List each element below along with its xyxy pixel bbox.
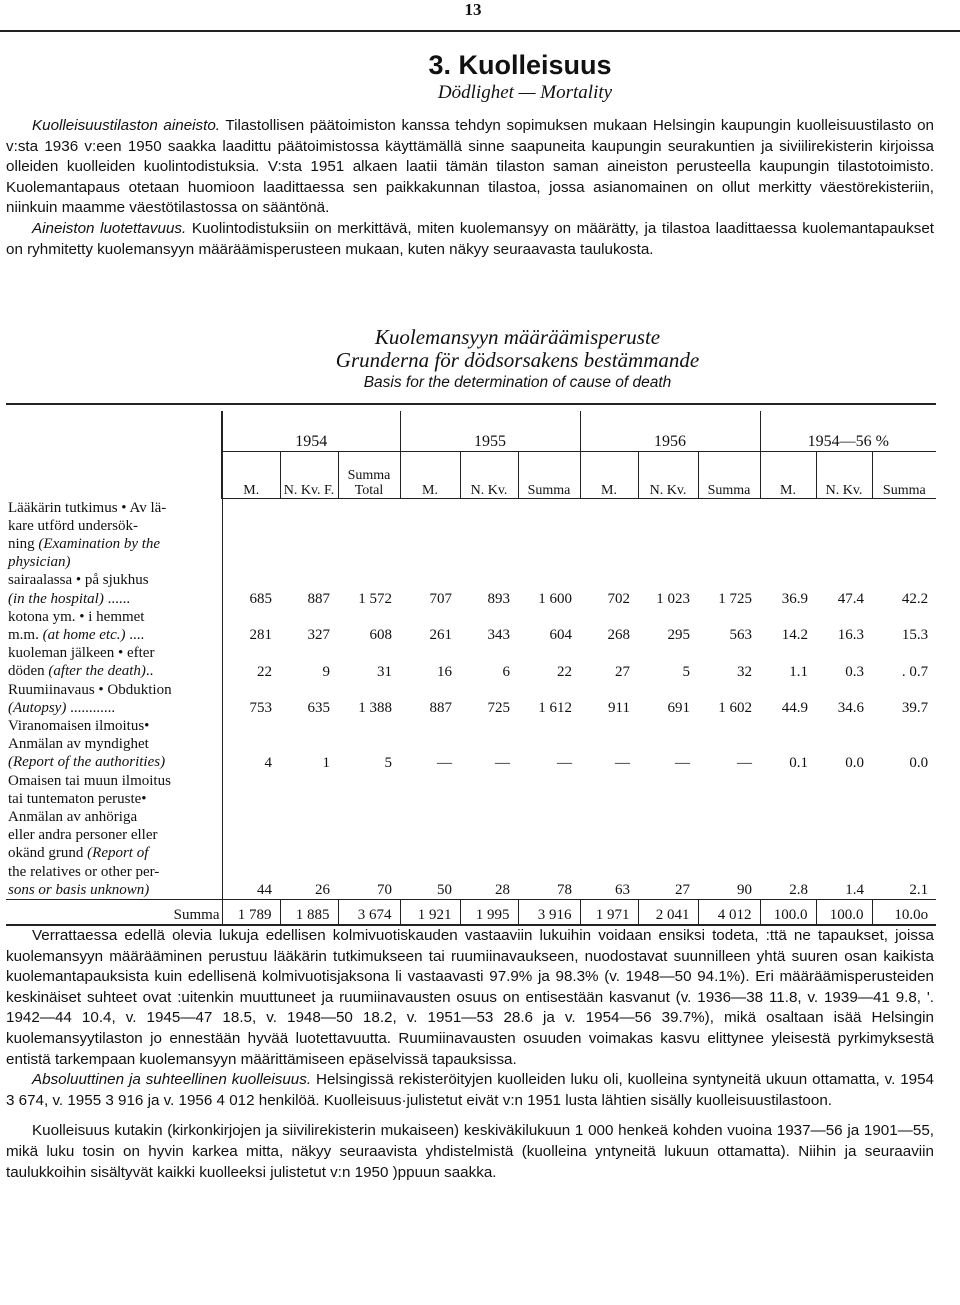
analysis-paragraph-2: [6, 1070, 934, 1111]
table-cell: 893: [487, 590, 510, 607]
table-row: [6, 644, 936, 680]
page-number: 13: [464, 0, 482, 19]
table-cell: —: [557, 754, 572, 771]
table-cell: 1 023: [656, 590, 690, 607]
table-cell: 5: [682, 663, 690, 680]
sum-cell: 1 921: [400, 899, 460, 925]
table-cell: 281: [249, 627, 272, 644]
row-label: [6, 644, 222, 680]
table-cell: 753: [249, 699, 272, 716]
table-title-sv: Grunderna för dödsorsakens bestämmande: [335, 348, 700, 372]
table-cell: —: [495, 754, 510, 771]
analysis-paragraph-3: Kuolleisuus kutakin (kirkonkirjojen ja siivilirekisterin mukaiseen) keskiväkilukuun 1 000 henkeä kohden vuoina 1937—56 ja 1901—55, mikä luku tosin on hyvin karkea mitta, näkyy seuraavista yhdistelmistä (kuolleina yntyneitä lukuun ottamatta). Niihin ja seuraaviin taulukkoihin sisältyvät kaikki kuolleeksi julistetut v:n 1950 )ppuun saakka.: [6, 1122, 934, 1181]
col-men: M.: [760, 452, 816, 499]
table-cell: 78: [557, 881, 572, 898]
table-cell: 1 725: [718, 590, 752, 607]
table-cell: 685: [249, 590, 272, 607]
table-cell: 343: [487, 627, 510, 644]
col-total: Summa: [698, 452, 760, 499]
table-cell: 1 600: [538, 590, 572, 607]
table-cell: 261: [429, 627, 452, 644]
col-women: N. Kv. F.: [280, 452, 338, 499]
row-label: [6, 772, 222, 900]
row-label-line: ning (Examination by the: [8, 535, 161, 552]
sum-cell: 3 674: [338, 899, 400, 925]
table-cell: 47.4: [837, 590, 864, 607]
row-label-line: physician): [8, 554, 71, 571]
header-rule: [0, 30, 960, 32]
paragraph-body: Kuolintodistuksiin on merkittävä, miten kuolemansyy on määrätty, ja tilastoa laadittaessa kuolemantapaukset on ryhmitetty kuolemansyyn määräämisperusteen mukaan, kuten näkyy seuraavasta taulukosta.: [6, 219, 934, 258]
row-label-line: Viranomaisen ilmoitus•: [8, 717, 150, 734]
table-row: [6, 681, 936, 717]
row-label-line: Anmälan av myndighet: [8, 736, 149, 753]
table-body: [6, 499, 936, 900]
row-label-line: Anmälan av anhöriga: [8, 808, 138, 825]
sum-cell: 1 789: [222, 899, 280, 925]
table-cell: 702: [607, 590, 630, 607]
table-cell: —: [737, 754, 752, 771]
table-cell: 28: [495, 881, 510, 898]
sum-row: [6, 899, 936, 925]
table-cell: 295: [667, 627, 690, 644]
table-cell: 635: [307, 699, 330, 716]
paragraph-lead: Absoluuttinen ja suhteellinen kuolleisuus.: [32, 1071, 312, 1089]
table-cell: 0.3: [845, 663, 864, 680]
row-label-line: m.m. (at home etc.) ....: [8, 626, 145, 643]
stub-header: [6, 452, 222, 499]
table-cell: 1 612: [538, 699, 572, 716]
table-cell: 2.1: [909, 881, 929, 898]
table-cell: 22: [557, 663, 572, 680]
year-header-row: [6, 411, 936, 452]
table-cell: 36.9: [781, 590, 808, 607]
intro-paragraph-2: [6, 219, 934, 260]
stub-header: [6, 411, 222, 452]
table-cell: 604: [549, 627, 572, 644]
row-label-line: (Autopsy) ............: [8, 699, 116, 716]
table-cell: 1 602: [718, 699, 752, 716]
table-cell: 1 388: [358, 699, 392, 716]
table-top-rule: [6, 404, 936, 411]
table-cell: 31: [377, 663, 392, 680]
year-header: 1956: [580, 411, 760, 452]
table-cell: . 0.7: [901, 663, 929, 680]
table-cell: 1.4: [845, 881, 864, 898]
table-cell: 22: [257, 663, 272, 680]
row-label-line: kuoleman jälkeen • efter: [8, 645, 155, 662]
col-women: N. Kv.: [638, 452, 698, 499]
table-cell: 1: [322, 754, 330, 771]
col-women: N. Kv.: [460, 452, 518, 499]
table-row: [6, 608, 936, 644]
table-cell: 50: [437, 881, 452, 898]
table-cell: 4: [264, 754, 272, 771]
row-label-line: Lääkärin tutkimus • Av lä-: [8, 499, 167, 516]
row-label-line: sairaalassa • på sjukhus: [8, 572, 149, 589]
row-label-line: sons or basis unknown): [8, 881, 150, 898]
row-label: [6, 681, 222, 717]
table-cell: 887: [307, 590, 330, 607]
table-cell: 42.2: [901, 590, 929, 607]
chapter-title: 3. Kuolleisuus: [428, 50, 612, 80]
paragraph-lead: Aineiston luotettavuus.: [32, 219, 187, 237]
sum-cell: 1 885: [280, 899, 338, 925]
table-cell: 34.6: [837, 699, 864, 716]
table-row: [6, 717, 936, 772]
col-men: M.: [400, 452, 460, 499]
table-cell: 16.3: [837, 627, 864, 644]
table-cell: 63: [615, 881, 630, 898]
table-cell: 327: [307, 627, 330, 644]
table-title-fi: Kuolemansyyn määräämisperuste: [374, 325, 661, 349]
table-cell: 0.1: [789, 754, 808, 771]
table-cell: 44.9: [781, 699, 808, 716]
analysis-paragraph-1: Verrattaessa edellä olevia lukuja edellisen kolmivuotiskauden vastaaviin lukuihin voidaan ensiksi todeta, :ttä ne tapaukset, joissa kuolemansyyn määrääminen perustuu lääkärin tutkimukseen tai ruumiinavaukseen, nuodostavat suunnilleen yhtä suuren osan kaikista kuolemantapauksista kuin edellisenä kolmivuotisjaksona li vastaavasti 97.9% ja 98.3% (v. 1948—50 94.1%). Eri määräämisperusteiden keskinäiset suhteet ovat :uitenkin muuttuneet ja ruumiinavausten osuus on entisestään kasvanut (v. 1936—38 11.8, v. 1939—41 9.8, '. 1942—44 10.4, v. 1945—47 18.5, v. 1948—50 18.2, v. 1951—53 28.6 ja v. 1954—56 39.7%), mikä osaltaan isää Helsingin kuolemansyytilaston jo ennestään hyvää luotettavuutta. Ruumiinavausten osuuden voimakas kasvu elittynee yleisestä pyrkimyksestä entistä tarkempaan kuolemansyyn määrittämiseen epäselvissä tapauksissa.: [6, 927, 934, 1068]
table-cell: —: [437, 754, 452, 771]
row-label-line: Ruumiinavaus • Obduktion: [8, 681, 172, 698]
table-cell: 268: [607, 627, 630, 644]
analysis-text: [6, 926, 934, 1183]
year-header: 1955: [400, 411, 580, 452]
sum-cell: 100.0: [760, 899, 816, 925]
table-cell: —: [675, 754, 690, 771]
table-row: [6, 499, 936, 608]
table-cell: 26: [315, 881, 330, 898]
row-label-line: kare utförd undersök-: [8, 517, 138, 534]
table-cell: 0.0: [845, 754, 864, 771]
table-cell: 90: [737, 881, 752, 898]
sum-cell: 2 041: [638, 899, 698, 925]
row-label: [6, 717, 222, 772]
intro-paragraph-1: [6, 116, 934, 219]
table-cell: 887: [429, 699, 452, 716]
table-cell: 1 572: [358, 590, 392, 607]
table-cell: 27: [615, 663, 630, 680]
table-title-en: Basis for the determination of cause of death: [363, 374, 672, 391]
paragraph-body: Tilastollisen päätoimiston kanssa tehdyn sopimuksen mukaan Helsingin kaupungin kuolleisuustilasto on v:sta 1936 v:een 1950 saakka laadittu päätoimistossa käyttämällä sinne saapuneita kaupungin seurakuntien ja siviilirekisterin kirjoissa olleiden kuolleiden kuolintodistuksia. V:sta 1951 alkaen laatii tämän tilaston saman aineiston perusteella kaupungin tilastotoimisto. Kuolemantapaus otetaan huomioon laadittaessa sen paikkakunnan tilastoa, jossa asianomainen on ollut merkitty väestörekisteriin, niinkuin maamme väestötilastossa on sääntönä.: [6, 117, 934, 217]
sum-cell: 1 971: [580, 899, 638, 925]
table-cell: 14.2: [781, 627, 808, 644]
col-men: M.: [580, 452, 638, 499]
col-total: Summa: [518, 452, 580, 499]
table-cell: 70: [377, 881, 392, 898]
sum-cell: 1 995: [460, 899, 518, 925]
row-label-line: (Report of the authorities): [8, 754, 166, 771]
year-header: 1954: [222, 411, 400, 452]
paragraph-body: Helsingissä rekisteröityjen kuolleiden luku oli, kuolleina syntyneitä ukuun ottamatta, v. 1954 3 674, v. 1955 3 916 ja v. 1956 4 012 henkilöä. Kuolleisuus·julistetut eivät v:n 1951 lusta lähtien sisälly kuolleisuustilastoon.: [6, 1071, 934, 1109]
table-cell: 0.0: [909, 754, 929, 771]
chapter-subtitle: Dödlighet — Mortality: [437, 82, 613, 103]
table-cell: 725: [487, 699, 510, 716]
table-cell: 32: [737, 663, 752, 680]
row-label-line: eller andra personer eller: [8, 827, 158, 844]
col-men: M.: [222, 452, 280, 499]
table-cell: 1.1: [789, 663, 808, 680]
row-label-line: kotona ym. • i hemmet: [8, 608, 145, 625]
cause-of-death-basis-table: [6, 403, 936, 926]
column-header-row: [6, 452, 936, 499]
table-cell: 6: [502, 663, 510, 680]
table-cell: 911: [608, 699, 630, 716]
table-cell: 2.8: [789, 881, 808, 898]
table-cell: 16: [437, 663, 452, 680]
table-cell: 707: [429, 590, 452, 607]
table-cell: 9: [322, 663, 330, 680]
row-label: [6, 499, 222, 608]
table-cell: 44: [257, 881, 272, 898]
table-cell: 608: [369, 627, 392, 644]
row-label-line: tai tuntematon peruste•: [8, 790, 147, 807]
row-label: [6, 608, 222, 644]
sum-cell: 4 012: [698, 899, 760, 925]
sum-label: Summa: [6, 899, 222, 925]
sum-cell: 10.0o: [872, 899, 936, 925]
table-cell: 15.3: [901, 627, 929, 644]
table-cell: 563: [729, 627, 752, 644]
table-cell: 27: [675, 881, 690, 898]
table-row: [6, 772, 936, 900]
paragraph-lead: Kuolleisuustilaston aineisto.: [32, 117, 220, 134]
col-women: N. Kv.: [816, 452, 872, 499]
row-label-line: the relatives or other per-: [8, 863, 160, 880]
table-cell: 691: [667, 699, 690, 716]
col-total: Summa Total: [338, 452, 400, 499]
row-label-line: döden (after the death)..: [8, 663, 154, 680]
table-cell: 39.7: [901, 699, 929, 716]
table-cell: 5: [384, 754, 392, 771]
row-label-line: Omaisen tai muun ilmoitus: [8, 772, 171, 789]
row-label-line: okänd grund (Report of: [8, 845, 149, 862]
year-header: 1954—56 %: [760, 411, 936, 452]
sum-cell: 3 916: [518, 899, 580, 925]
table-cell: —: [615, 754, 630, 771]
col-total: Summa: [872, 452, 936, 499]
row-label-line: (in the hospital) ......: [8, 590, 131, 607]
sum-cell: 100.0: [816, 899, 872, 925]
intro-text: [6, 116, 934, 260]
